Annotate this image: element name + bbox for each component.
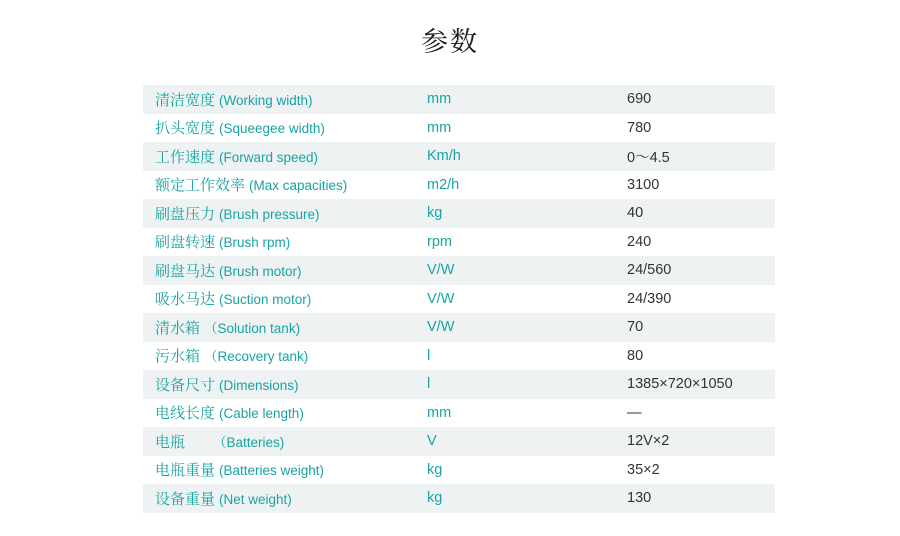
row-label-en: (Squeegee width) [219,121,325,137]
row-label-cell [143,370,427,399]
table-row [143,370,775,399]
row-unit-cell [427,342,627,371]
row-value-cell [627,171,775,200]
row-unit: mm [427,119,452,136]
row-unit: kg [427,205,443,222]
row-label-en: (Brush motor) [219,263,302,279]
row-unit-cell [427,399,627,428]
row-unit: V/W [427,262,455,279]
row-label-cn: 设备尺寸 [155,375,216,394]
row-label-cn: 刷盘压力 [155,204,216,223]
table-row [143,199,775,228]
row-value-cell [627,484,775,513]
row-label-en: (Batteries weight) [219,463,325,479]
row-label-en: (Suction motor) [219,292,312,308]
row-unit: V [427,433,437,450]
row-label-cn: 电瓶重量 [155,461,216,480]
row-value-cell [627,399,775,428]
row-label-cell [143,456,427,485]
row-label-en: (Working width) [219,92,313,108]
row-value-cell [627,256,775,285]
row-unit-cell [427,171,627,200]
row-unit-cell [427,285,627,314]
table-row [143,171,775,200]
row-value: 80 [627,347,644,364]
row-label-en: （Recovery tank) [204,349,309,365]
row-unit-cell [427,142,627,171]
row-label-en: (Forward speed) [219,149,319,165]
row-unit-cell [427,256,627,285]
row-value-cell [627,427,775,456]
row-label-cell [143,342,427,371]
row-unit: m2/h [427,176,460,193]
row-value: 130 [627,490,652,507]
row-label-cell [143,484,427,513]
row-label-cell [143,399,427,428]
row-unit-cell [427,456,627,485]
row-value-cell [627,85,775,114]
row-unit-cell [427,114,627,143]
row-label-cell [143,199,427,228]
table-row [143,456,775,485]
row-label-cn: 设备重量 [155,489,216,508]
row-label-cn: 刷盘转速 [155,233,216,252]
table-row [143,427,775,456]
row-unit: l [427,376,431,393]
row-value-cell [627,142,775,171]
row-label-cn: 吸水马达 [155,290,216,309]
row-value: 1385×720×1050 [627,376,733,393]
table-row [143,256,775,285]
row-value: 70 [627,319,644,336]
row-label-cell [143,85,427,114]
row-value: 780 [627,119,652,136]
table-row [143,313,775,342]
row-unit: mm [427,404,452,421]
row-label-cell [143,313,427,342]
row-label-cell [143,114,427,143]
row-value-cell [627,114,775,143]
row-label-cn: 清洁宽度 [155,90,216,109]
row-unit-cell [427,313,627,342]
row-label-en: (Max capacities) [249,178,348,194]
row-label-cn: 污水箱 [155,347,201,366]
row-label-cell [143,427,427,456]
row-value: 3100 [627,176,660,193]
row-value-cell [627,456,775,485]
row-label-cn: 电线长度 [155,404,216,423]
row-label-en: (Dimensions) [219,377,299,393]
table-row [143,114,775,143]
row-unit-cell [427,370,627,399]
page-title: 参数 [421,27,479,58]
row-unit: rpm [427,233,452,250]
table-row [143,285,775,314]
table-row [143,342,775,371]
row-label-cn: 电瓶 [155,432,186,451]
row-label-cell [143,171,427,200]
row-unit-cell [427,228,627,257]
row-label-en: （Batteries) [213,434,285,450]
row-value: 240 [627,233,652,250]
row-value-cell [627,285,775,314]
row-value: — [627,404,642,421]
row-label-cn: 额定工作效率 [155,176,246,195]
row-value: 12V×2 [627,433,670,450]
row-label-en: （Solution tank) [204,320,301,336]
row-value-cell [627,342,775,371]
row-label-en: (Brush pressure) [219,206,320,222]
row-value: 40 [627,205,644,222]
table-row [143,142,775,171]
row-value-cell [627,313,775,342]
row-unit-cell [427,484,627,513]
row-unit-cell [427,199,627,228]
row-label-cell [143,256,427,285]
row-value: 24/390 [627,290,672,307]
row-unit-cell [427,85,627,114]
row-value: 690 [627,91,652,108]
table-row [143,85,775,114]
row-value: 24/560 [627,262,672,279]
row-unit: V/W [427,319,455,336]
row-label-cn: 扒头宽度 [155,119,216,138]
row-unit: Km/h [427,148,461,165]
table-row [143,484,775,513]
row-label-cell [143,142,427,171]
row-label-cn: 清水箱 [155,318,201,337]
row-unit: l [427,347,431,364]
row-unit: kg [427,490,443,507]
row-unit-cell [427,427,627,456]
row-unit: kg [427,461,443,478]
row-value: 35×2 [627,461,660,478]
row-value-cell [627,228,775,257]
row-label-cn: 刷盘马达 [155,261,216,280]
row-label-en: (Cable length) [219,406,304,422]
row-label-en: (Net weight) [219,491,292,507]
row-label-cell [143,228,427,257]
row-value-cell [627,370,775,399]
row-label-cn: 工作速度 [155,147,216,166]
specifications-table [143,85,775,513]
table-row [143,228,775,257]
row-label-cell [143,285,427,314]
row-value: 0～4.5 [627,149,670,166]
row-value-cell [627,199,775,228]
row-label-en: (Brush rpm) [219,235,291,251]
table-row [143,399,775,428]
row-unit: mm [427,91,452,108]
table-body [143,85,775,513]
row-unit: V/W [427,290,455,307]
